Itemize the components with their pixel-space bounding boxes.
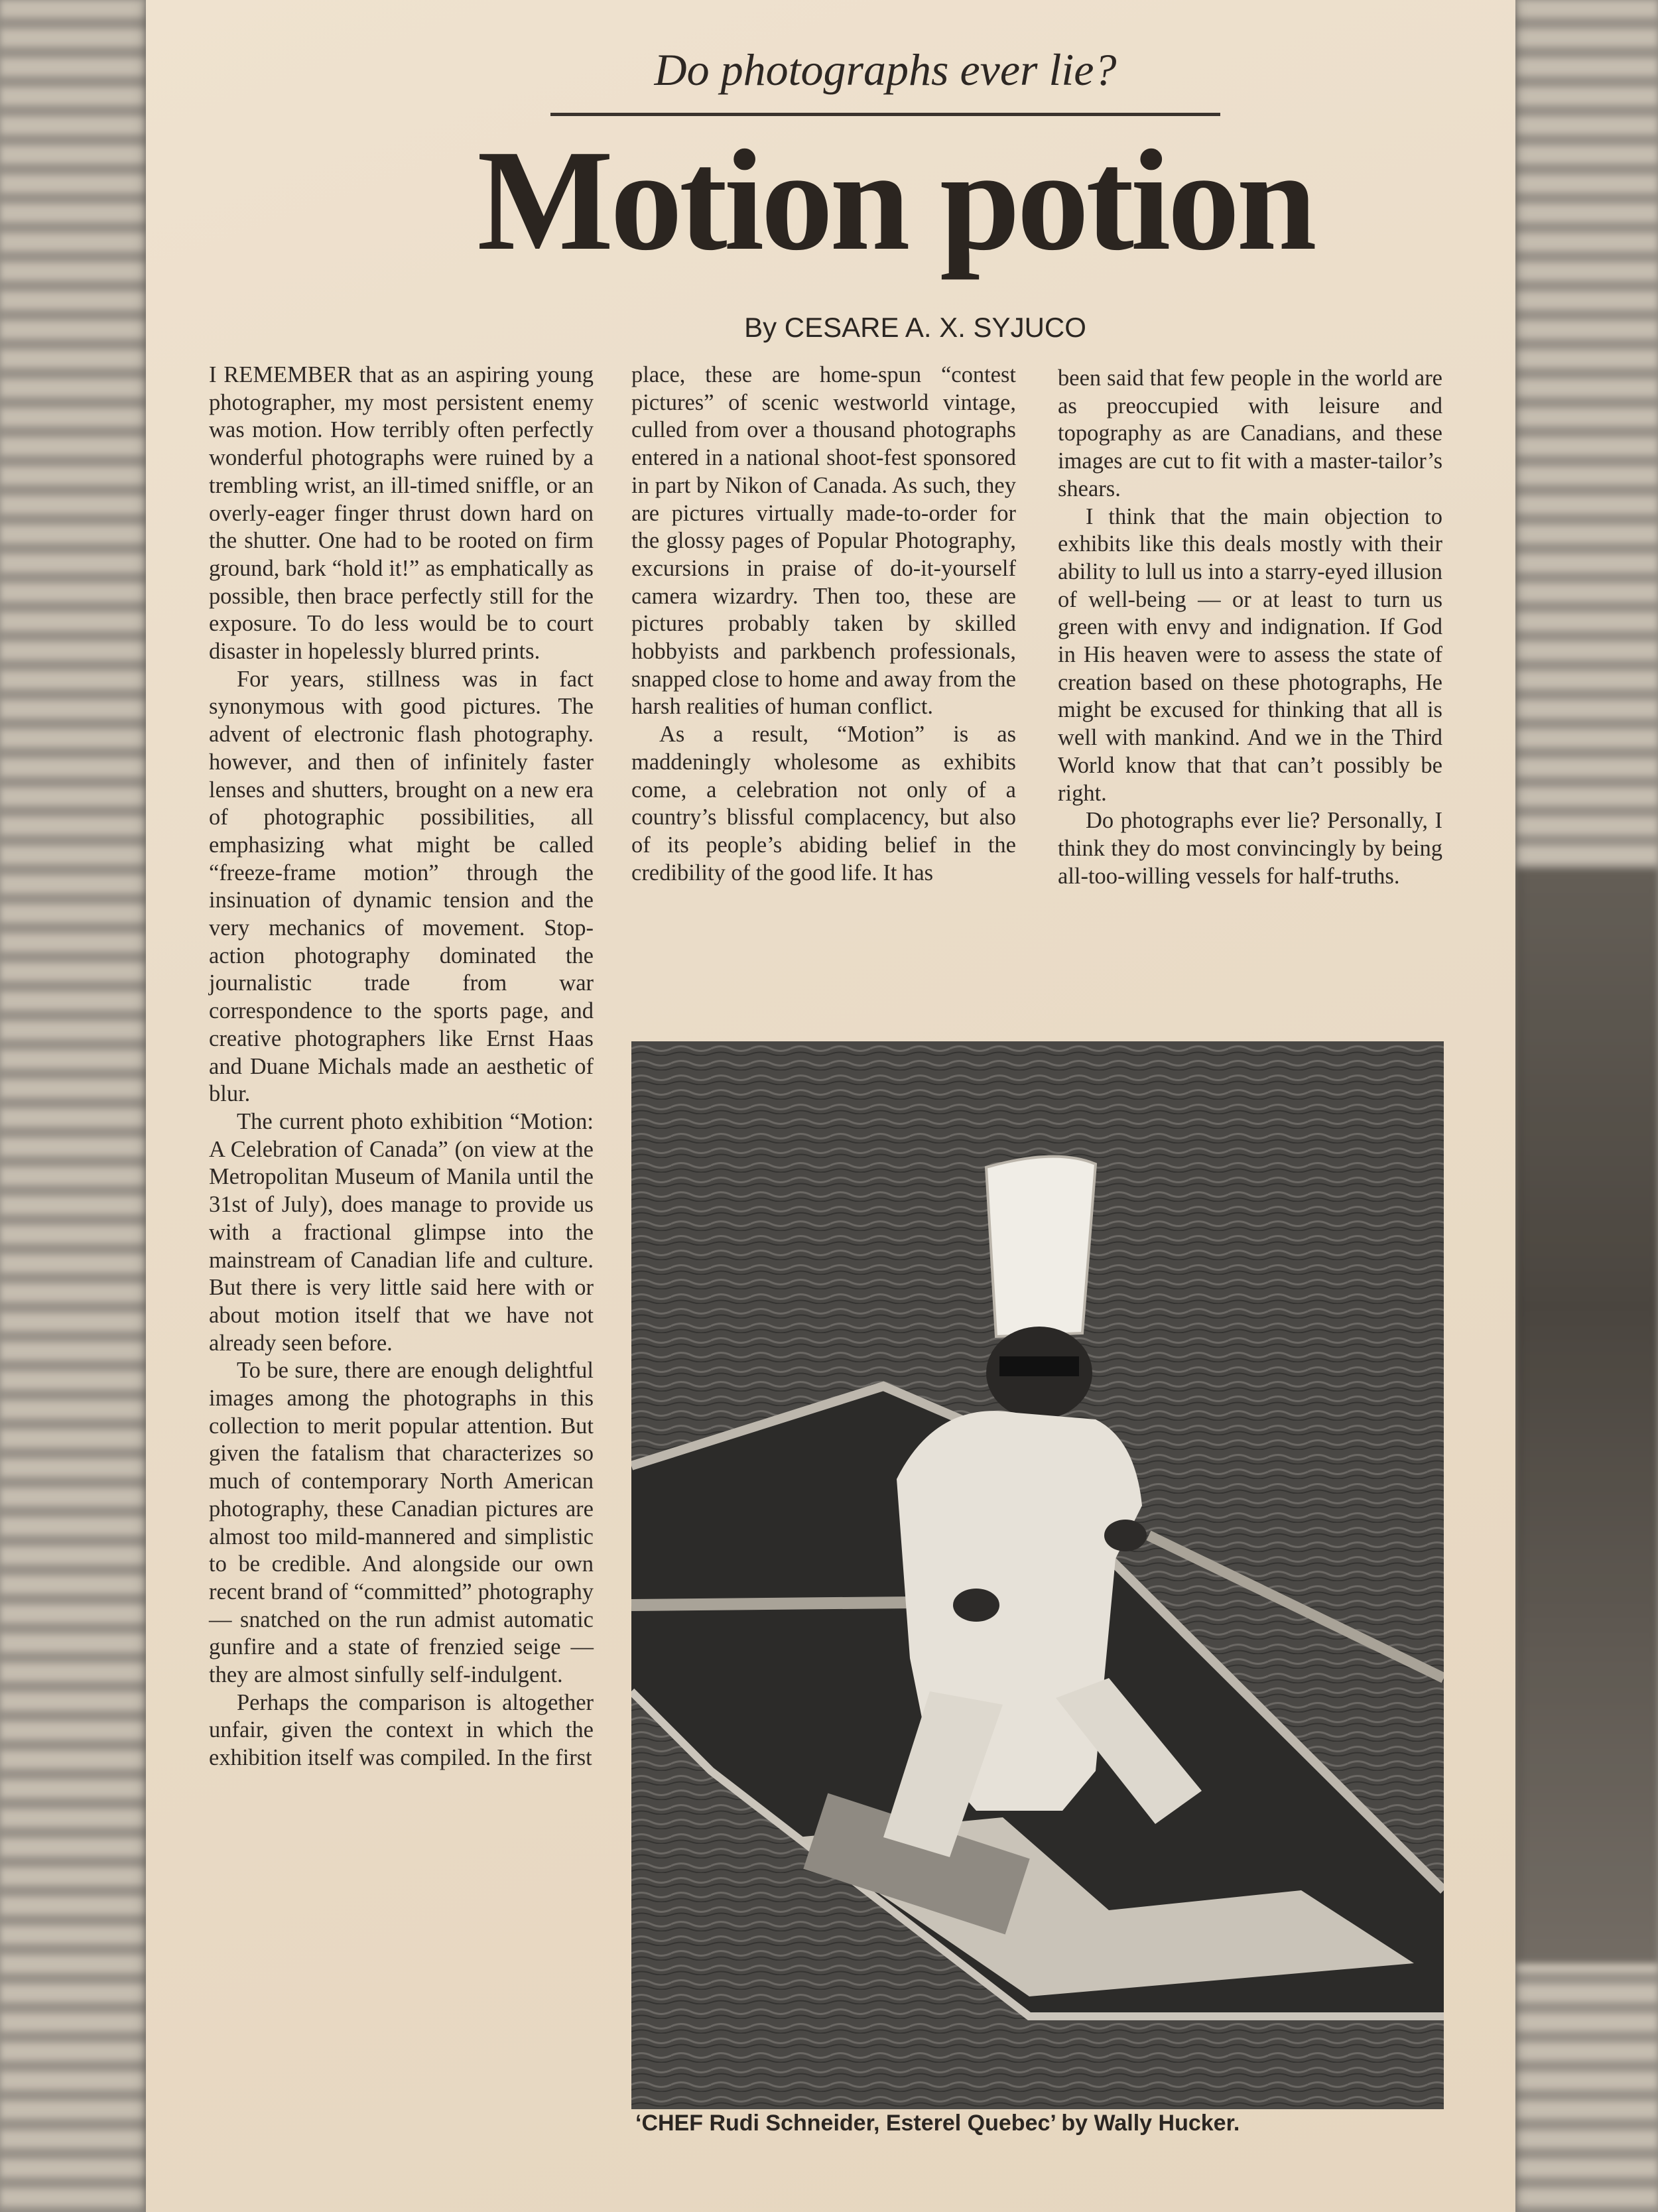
byline: By CESARE A. X. SYJUCO (744, 312, 1086, 343)
paragraph: place, these are home-spun “contest pictures” of scenic westworld vintage, culled from over a thousand photographs entered in a national shoot-fest sponsored in part by Nikon of Canada. As such, they are pictures virtually made-to-order for the glossy pages of Popular Photography, excursions in praise of do-it-yourself camera wizardry. Then too, these are pictures probably taken by skilled hobbyists and parkbench professionals, snapped close to home and away from the harsh realities of human conflict. (631, 362, 1016, 720)
neighbor-newsprint-left (0, 0, 146, 2212)
paragraph: For years, stillness was in fact synonymous with good pictures. The advent of electronic flash photography. however, and then of infinitely faster lenses and shutters, brought on a new era of photographic possibilities, all emphasizing what might be called “freeze-frame motion” through the insinuation of dynamic tension and the very mechanics of movement. Stop-action photography dominated the journalistic trade from war correspondence to the sports page, and creative photographers like Ernst Haas and Duane Michals made an aesthetic of blur. (209, 666, 594, 1107)
kicker-rule (550, 113, 1220, 116)
neighbor-newsprint-right (1515, 0, 1658, 2212)
article-column-3 (1058, 365, 1442, 890)
paragraph: Do photographs ever lie? Personally, I think they do most convincingly by being all-too-willing vessels for half-truths. (1058, 808, 1442, 889)
article-column-1 (209, 361, 594, 1772)
paragraph: I think that the main objection to exhibits like this deals mostly with their ability to lull us into a starry-eyed illusion of well-being — or at least to turn us green with envy and indignation. If God in His heaven were to assess the state of creation based on these photographs, He might be excused for thinking that all is well with mankind. And we in the Third World know that that can’t possibly be right. (1058, 503, 1442, 806)
photo-chef-rowing-boat (631, 1041, 1444, 2109)
paragraph: As a result, “Motion” is as maddeningly wholesome as exhibits come, a celebration not only of a country’s blissful complacency, but also of its people’s abiding belief in the credibility of the good life. It has (631, 722, 1016, 885)
photo-caption: ‘CHEF Rudi Schneider, Esterel Quebec’ by Wally Hucker. (635, 2111, 1240, 2136)
paragraph: Perhaps the comparison is altogether unfair, given the context in which the exhibition itself was compiled. In the first (209, 1689, 594, 1771)
kicker: Do photographs ever lie? (654, 44, 1117, 95)
headline: Motion potion (477, 121, 1314, 281)
paragraph: To be sure, there are enough delightful images among the photographs in this collection to merit popular attention. But given the fatalism that characterizes so much of contemporary North American photography, these Canadian pictures are almost too mild-mannered and simplistic to be credible. And alongside our own recent brand of “committed” photography — snatched on the run admist automatic gunfire and a state of frenzied seige — they are almost sinfully self-indulgent. (209, 1358, 594, 1688)
newspaper-clipping (146, 0, 1515, 2212)
paragraph: been said that few people in the world are as preoccupied with leisure and topography as are Canadians, and these images are cut to fit with a master-tailor’s shears. (1058, 365, 1442, 501)
paragraph: The current photo exhibition “Motion: A Celebration of Canada” (on view at the Metropolitan Museum of Manila until the 31st of July), does manage to provide us with a fractional glimpse into the mainstream of Canadian life and culture. But there is very little said here with or about motion itself that we have not already seen before. (209, 1108, 594, 1356)
paragraph: I REMEMBER that as an aspiring young photographer, my most persistent enemy was motion. How terribly often perfectly wonderful photographs were ruined by a trembling wrist, an ill-timed sniffle, or an overly-eager finger thrust down hard on the shutter. One had to be rooted on firm ground, bark “hold it!” as emphatically as possible, then brace perfectly still for the exposure. To do less would be to court disaster in hopelessly blurred prints. (209, 362, 594, 665)
article-column-2 (631, 361, 1016, 887)
